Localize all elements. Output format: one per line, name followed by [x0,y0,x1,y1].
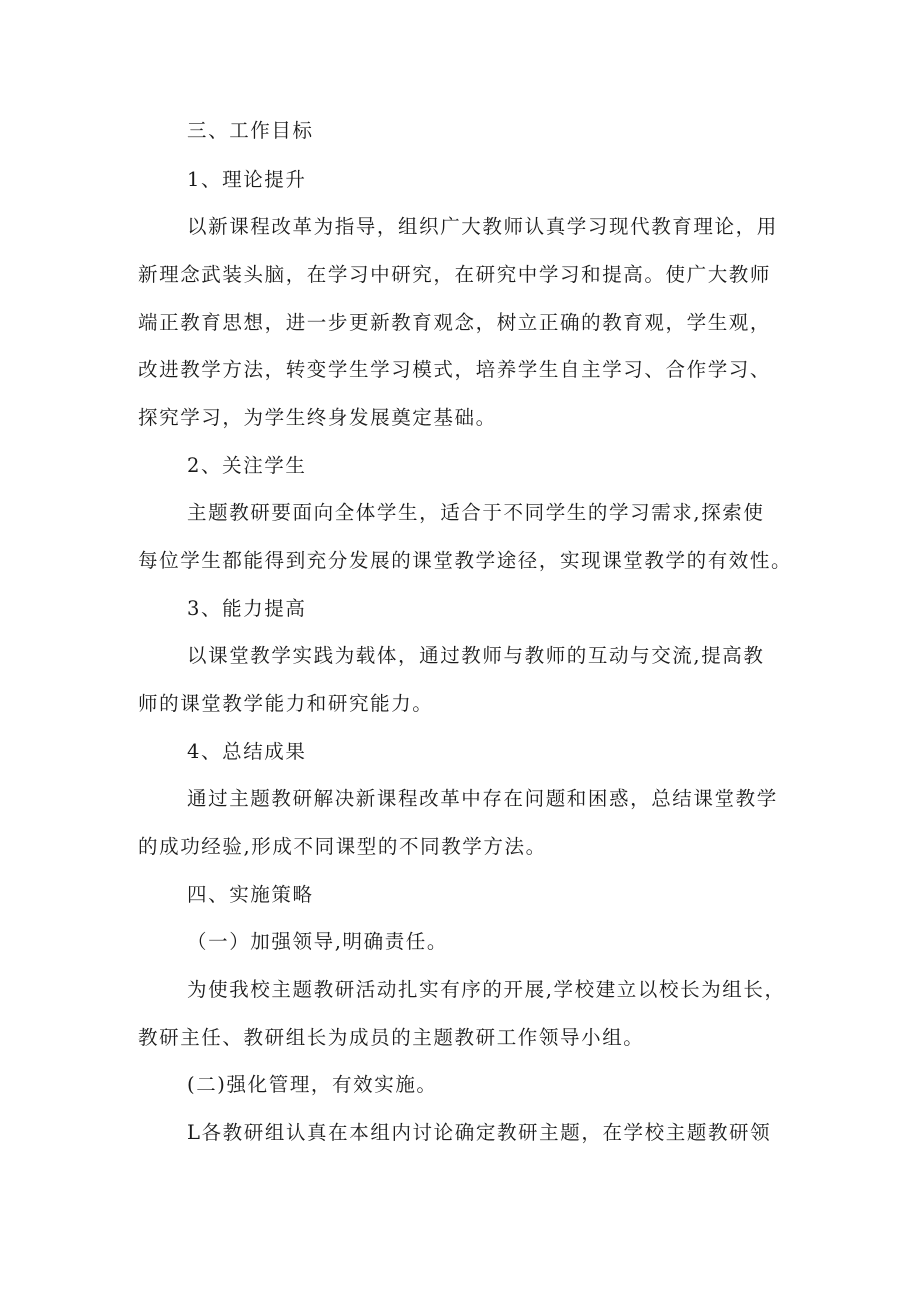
paragraph-line: 新理念武装头脑，在学习中研究，在研究中学习和提高。使广大教师 [138,263,772,286]
subheading-ability: 3、能力提高 [187,597,307,620]
paragraph-line: 通过主题教研解决新课程改革中存在问题和困惑，总结课堂教学 [187,787,778,810]
section-heading-strategy: 四、实施策略 [187,883,314,906]
paragraph-line: 教研主任、教研组长为成员的主题教研工作领导小组。 [138,1026,645,1049]
subheading-students: 2、关注学生 [187,454,307,477]
paragraph-line: 师的课堂教学能力和研究能力。 [138,692,434,715]
paragraph-line: 以课堂教学实践为载体，通过教师与教师的互动与交流,提高教 [187,644,765,667]
paragraph-line: 的成功经验,形成不同课型的不同教学方法。 [138,835,547,858]
paragraph-line: 主题教研要面向全体学生，适合于不同学生的学习需求,探索使 [187,501,765,524]
paragraph-line: 端正教育思想，进一步更新教育观念，树立正确的教育观，学生观， [138,311,772,334]
subheading-theory: 1、理论提升 [187,168,307,191]
paragraph-line: 为使我校主题教研活动扎实有序的开展,学校建立以校长为组长， [187,978,786,1001]
paragraph-line: 探究学习，为学生终身发展奠定基础。 [138,406,497,429]
subheading-leadership: （一）加强领导,明确责任。 [187,930,448,953]
section-heading-work-goals: 三、工作目标 [187,119,314,142]
subheading-results: 4、总结成果 [187,740,307,763]
paragraph-line: L各教研组认真在本组内讨论确定教研主题，在学校主题教研领 [187,1121,772,1144]
paragraph-line: 以新课程改革为指导，组织广大教师认真学习现代教育理论，用 [187,215,778,238]
paragraph-line: 改进教学方法，转变学生学习模式，培养学生自主学习、合作学习、 [138,358,772,381]
paragraph-line: 每位学生都能得到充分发展的课堂教学途径，实现课堂教学的有效性。 [138,549,793,572]
subheading-management: (二)强化管理，有效实施。 [187,1073,438,1096]
